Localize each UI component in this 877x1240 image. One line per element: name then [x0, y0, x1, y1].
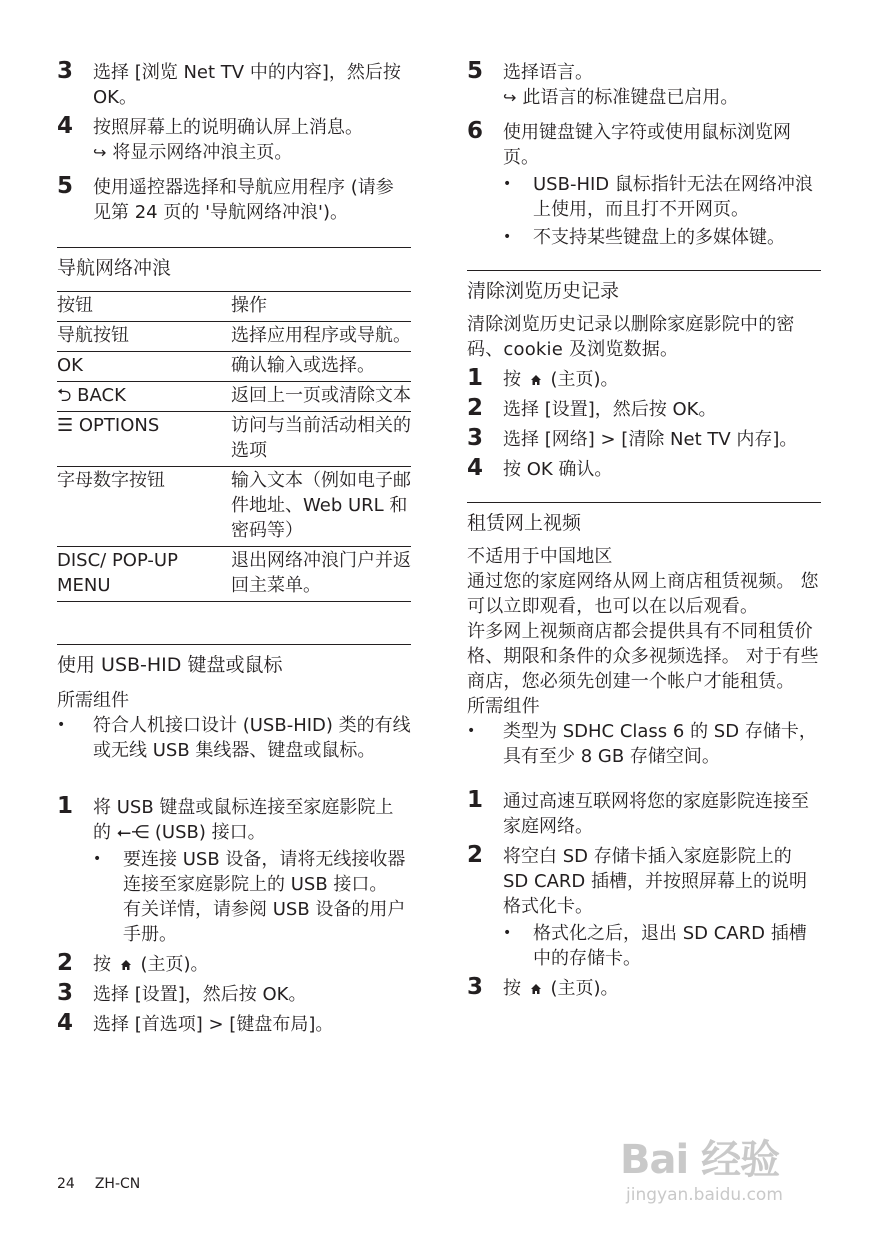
list-item: • 格式化之后，退出 SD CARD 插槽中的存储卡。	[503, 921, 821, 971]
section-title-rent: 租赁网上视频	[467, 502, 821, 538]
step-number: 5	[467, 58, 484, 84]
page-number: 24	[57, 1176, 75, 1192]
step-text: (USB) 接口。	[154, 822, 266, 843]
section-title-nav: 导航网络冲浪	[57, 247, 411, 283]
clear-step-4	[467, 457, 821, 482]
step-text: 按	[503, 369, 521, 390]
step-text: 选择语言。	[503, 62, 593, 83]
step-text: 将 USB 键盘或鼠标连接至家庭影院上的	[93, 797, 394, 843]
clear-step-3	[467, 427, 821, 452]
table-cell-button	[57, 412, 231, 467]
step-text: 按照屏幕上的说明确认屏上消息。	[93, 117, 363, 138]
clear-step-1	[467, 367, 821, 392]
clear-step-2	[467, 397, 821, 422]
result-arrow-icon: ↪	[93, 143, 107, 162]
table-cell-button: 字母数字按钮	[57, 467, 231, 547]
step-text: (主页)。	[550, 978, 619, 999]
list-item: • USB-HID 鼠标指针无法在网络冲浪上使用，而且打不开网页。	[503, 172, 821, 222]
list-item: • 符合人机接口设计 (USB-HID) 类的有线或无线 USB 集线器、键盘或鼠标。	[57, 713, 411, 763]
watermark-url: jingyan.baidu.com	[626, 1185, 783, 1205]
table-cell-action: 返回上一页或清除文本	[231, 382, 411, 412]
home-icon	[530, 374, 542, 386]
language-code: ZH-CN	[94, 1176, 141, 1192]
table-row	[57, 352, 411, 382]
step-3	[57, 60, 411, 110]
usb-step-1	[57, 795, 411, 947]
button-label: BACK	[77, 385, 126, 406]
rent-step-3	[467, 976, 821, 1001]
usb-icon: ⭠⋲	[116, 822, 150, 843]
step-text: (主页)。	[140, 954, 209, 975]
required-label: 所需组件	[57, 690, 129, 711]
table-cell-action: 退出网络冲浪门户并返回主菜单。	[231, 547, 411, 602]
step-number: 1	[467, 787, 484, 813]
section-intro: 清除浏览历史记录以删除家庭影院中的密码、cookie 及浏览数据。	[467, 314, 795, 360]
step-number: 3	[467, 974, 484, 1000]
step-bullets	[503, 921, 821, 971]
step-number: 2	[467, 395, 484, 421]
table-cell-button	[57, 382, 231, 412]
required-list	[57, 713, 411, 763]
step-number: 5	[57, 173, 74, 199]
table-cell-action: 访问与当前活动相关的选项	[231, 412, 411, 467]
list-item: • 类型为 SDHC Class 6 的 SD 存储卡，具有至少 8 GB 存储空间。	[467, 719, 821, 769]
baidu-watermark	[620, 1128, 830, 1208]
table-header-cell: 操作	[231, 292, 411, 322]
step-number: 3	[57, 58, 74, 84]
table-cell-action: 输入文本（例如电子邮件地址、Web URL 和密码等）	[231, 467, 411, 547]
back-icon: ⮌	[57, 385, 72, 406]
region-note: 不适用于中国地区	[467, 546, 613, 567]
step-text: 选择 [设置]，然后按 OK。	[93, 984, 307, 1005]
table-row	[57, 322, 411, 352]
list-item: • 不支持某些键盘上的多媒体键。	[503, 225, 821, 250]
table-header-row	[57, 292, 411, 322]
section-title-clear: 清除浏览历史记录	[467, 270, 821, 306]
result-arrow-icon: ↪	[503, 88, 517, 107]
rent-step-2	[467, 844, 821, 971]
step-text: 按	[503, 978, 521, 999]
step-5	[57, 175, 411, 225]
step-text: 选择 [设置]，然后按 OK。	[503, 399, 717, 420]
rent-paragraph-1: 通过您的家庭网络从网上商店租赁视频。 您可以立即观看，也可以在以后观看。	[467, 571, 819, 617]
required-label: 所需组件	[467, 696, 540, 717]
table-row	[57, 412, 411, 467]
usb-step-3	[57, 982, 411, 1007]
result-text: 此语言的标准键盘已启用。	[522, 87, 739, 108]
step-text: 使用遥控器选择和导航应用程序 (请参见第 24 页的 '导航网络冲浪')。	[93, 177, 394, 223]
step-number: 6	[467, 118, 484, 144]
required-list	[467, 719, 821, 769]
table-row	[57, 382, 411, 412]
step-number: 3	[467, 425, 484, 451]
result-text: 将显示网络冲浪主页。	[112, 142, 293, 163]
table-row	[57, 547, 411, 602]
step-number: 4	[57, 113, 74, 139]
usb-step-4	[57, 1012, 411, 1037]
step-number: 2	[57, 950, 74, 976]
step-6-right	[467, 120, 821, 250]
rent-step-1	[467, 789, 821, 839]
step-bullets	[503, 172, 821, 250]
step-number: 4	[467, 455, 484, 481]
watermark-brand: Bai 经验	[620, 1137, 780, 1183]
step-text: 按 OK 确认。	[503, 459, 613, 480]
nav-table	[57, 291, 411, 602]
table-row	[57, 467, 411, 547]
right-column	[467, 60, 821, 1001]
step-number: 4	[57, 1010, 74, 1036]
step-4	[57, 115, 411, 165]
step-result	[93, 140, 411, 165]
step-number: 2	[467, 842, 484, 868]
step-text: 将空白 SD 存储卡插入家庭影院上的 SD CARD 插槽，并按照屏幕上的说明格式化卡。	[503, 846, 807, 917]
list-item: • 要连接 USB 设备，请将无线接收器连接至家庭影院上的 USB 接口。 有关详情，请参阅 USB 设备的用户手册。	[93, 847, 411, 947]
table-cell-button: OK	[57, 352, 231, 382]
table-cell-action: 确认输入或选择。	[231, 352, 411, 382]
step-5-right	[467, 60, 821, 110]
table-header-cell: 按钮	[57, 292, 231, 322]
section-title-usb: 使用 USB-HID 键盘或鼠标	[57, 644, 411, 680]
table-cell-action: 选择应用程序或导航。	[231, 322, 411, 352]
table-cell-button: DISC/ POP-UP MENU	[57, 547, 231, 602]
step-text: 按	[93, 954, 111, 975]
step-number: 3	[57, 980, 74, 1006]
home-icon	[530, 983, 542, 995]
step-number: 1	[57, 793, 74, 819]
step-text: 选择 [浏览 Net TV 中的内容]，然后按 OK。	[93, 62, 401, 108]
home-icon	[120, 959, 132, 971]
usb-step-2	[57, 952, 411, 977]
step-text: 选择 [网络] > [清除 Net TV 内存]。	[503, 429, 798, 450]
step-bullets	[93, 847, 411, 947]
button-label: OPTIONS	[78, 415, 160, 436]
step-result	[503, 85, 821, 110]
step-text: 选择 [首选项] > [键盘布局]。	[93, 1014, 334, 1035]
step-text: 使用键盘键入字符或使用鼠标浏览网页。	[503, 122, 791, 168]
step-text: 通过高速互联网将您的家庭影院连接至家庭网络。	[503, 791, 809, 837]
options-icon: ☰	[57, 415, 74, 436]
step-text: (主页)。	[550, 369, 619, 390]
left-column	[57, 60, 411, 1037]
table-cell-button: 导航按钮	[57, 322, 231, 352]
step-number: 1	[467, 365, 484, 391]
page-footer	[57, 1176, 140, 1192]
rent-paragraph-2: 许多网上视频商店都会提供具有不同租赁价格、期限和条件的众多视频选择。 对于有些商店，您必须先创建一个帐户才能租赁。	[467, 621, 819, 692]
